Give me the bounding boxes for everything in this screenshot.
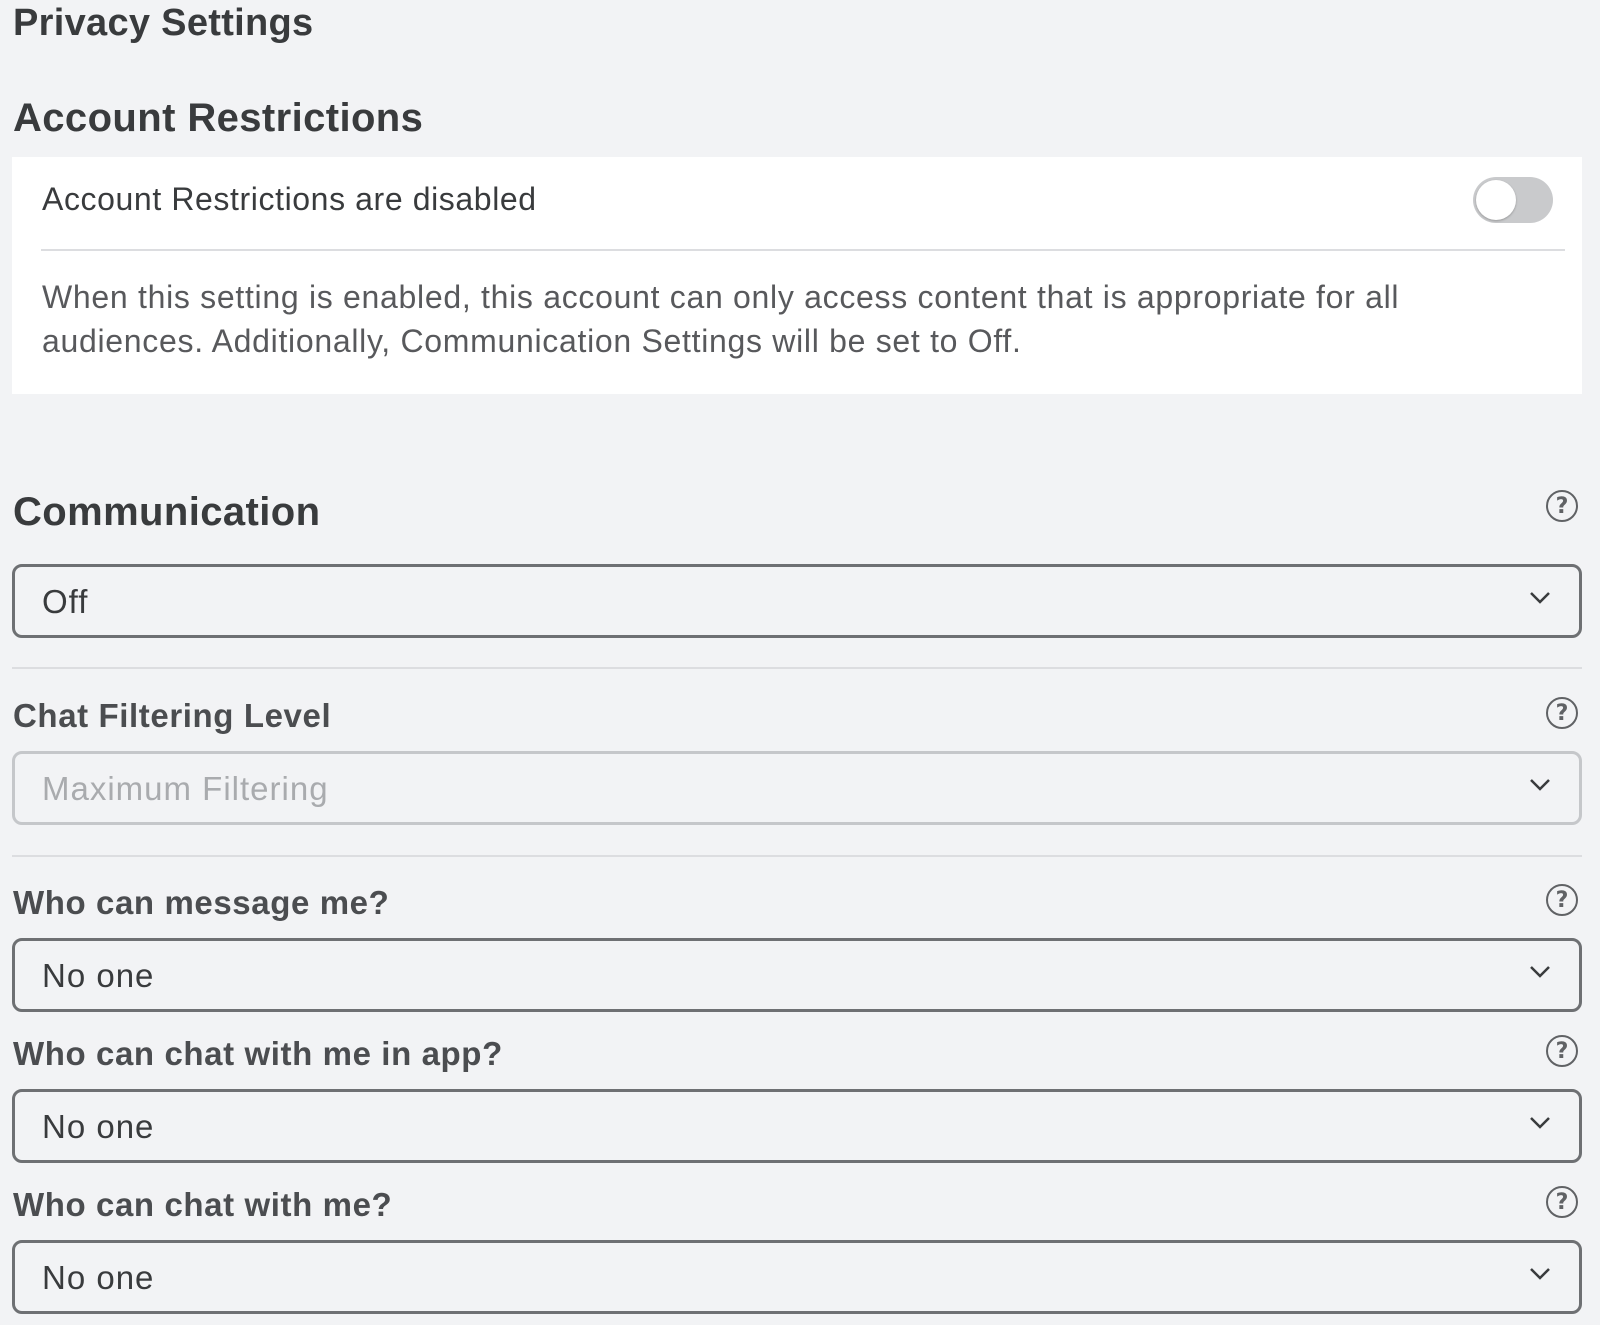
- account-restrictions-toggle[interactable]: [1473, 177, 1553, 223]
- account-restrictions-status: Account Restrictions are disabled: [42, 181, 537, 217]
- chevron-down-icon: [1529, 1116, 1551, 1130]
- chat-filtering-help-icon[interactable]: ?: [1546, 697, 1578, 729]
- communication-help-icon[interactable]: ?: [1546, 490, 1578, 522]
- account-restrictions-heading: Account Restrictions: [13, 96, 424, 140]
- chat-in-app-help-icon[interactable]: ?: [1546, 1035, 1578, 1067]
- section-divider: [12, 855, 1582, 857]
- communication-select-value: Off: [42, 583, 89, 620]
- message-me-select-value: No one: [42, 957, 155, 994]
- chevron-down-icon: [1529, 1267, 1551, 1281]
- page-title: Privacy Settings: [13, 2, 314, 44]
- chevron-down-icon: [1529, 591, 1551, 605]
- chat-in-app-select[interactable]: [12, 1089, 1582, 1163]
- chat-in-app-select-value: No one: [42, 1108, 155, 1145]
- chevron-down-icon: [1529, 778, 1551, 792]
- chat-with-me-label: Who can chat with me?: [13, 1186, 393, 1223]
- account-restrictions-description: When this setting is enabled, this account can only access content that is appropriate for all audiences. Additionally, Communication Settings will be set to Off.: [42, 279, 1400, 359]
- communication-heading: Communication: [13, 490, 321, 534]
- section-divider: [12, 667, 1582, 669]
- chat-filtering-select: [12, 751, 1582, 825]
- chat-with-me-select-value: No one: [42, 1259, 155, 1296]
- toggle-knob: [1476, 180, 1516, 220]
- account-restrictions-card: [12, 157, 1582, 394]
- chat-filtering-select-value: Maximum Filtering: [42, 770, 329, 807]
- message-me-help-icon[interactable]: ?: [1546, 884, 1578, 916]
- chevron-down-icon: [1529, 965, 1551, 979]
- chat-filtering-label: Chat Filtering Level: [13, 697, 332, 734]
- chat-with-me-help-icon[interactable]: ?: [1546, 1186, 1578, 1218]
- chat-in-app-label: Who can chat with me in app?: [13, 1035, 503, 1072]
- card-divider: [41, 249, 1565, 251]
- communication-select[interactable]: [12, 564, 1582, 638]
- chat-with-me-select[interactable]: [12, 1240, 1582, 1314]
- message-me-select[interactable]: [12, 938, 1582, 1012]
- message-me-label: Who can message me?: [13, 884, 390, 921]
